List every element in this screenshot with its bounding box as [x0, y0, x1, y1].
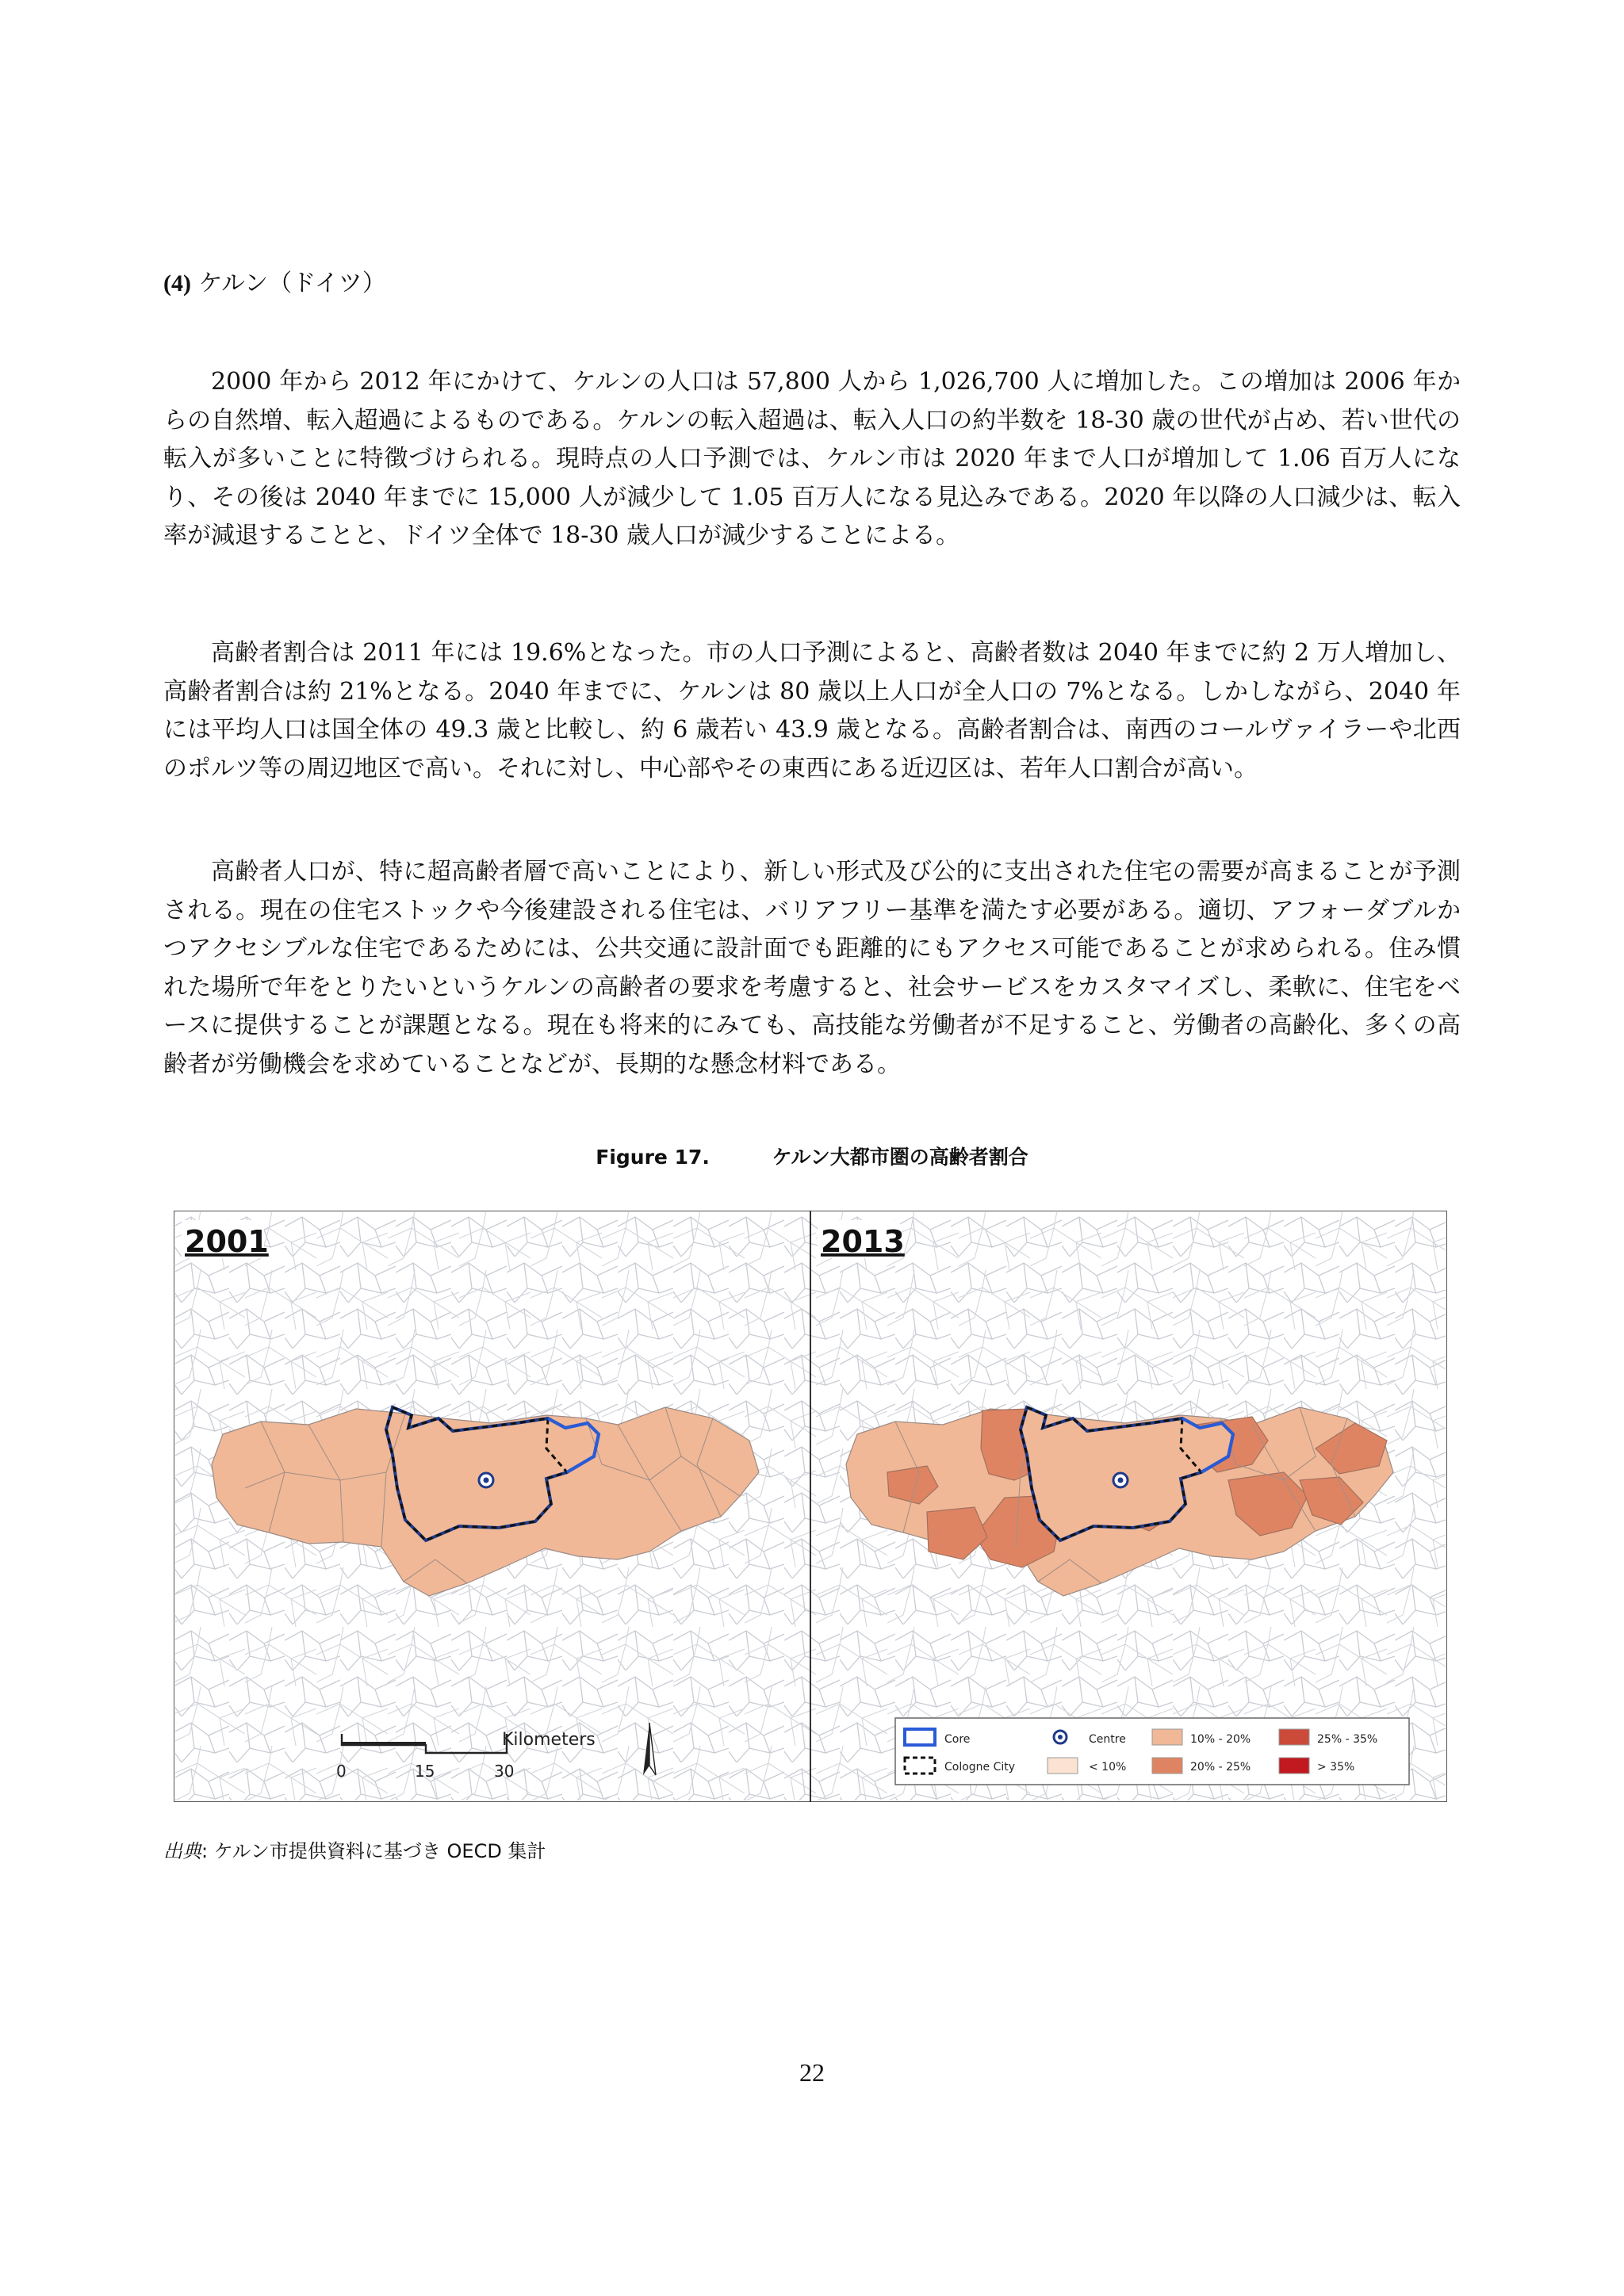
- figure-caption: [0, 1142, 1624, 1170]
- figure-label: Figure 17.: [596, 1146, 710, 1169]
- legend-class-gt35: > 35%: [1317, 1761, 1355, 1774]
- legend-city: Cologne City: [944, 1761, 1016, 1774]
- source-note: [163, 1839, 546, 1863]
- source-label: 出典: [163, 1840, 201, 1862]
- scale-tick-15: 15: [415, 1762, 435, 1781]
- legend-class-20-25: 20% - 25%: [1190, 1761, 1251, 1774]
- section-heading: [163, 268, 386, 300]
- section-title: ケルン（ドイツ）: [198, 270, 386, 297]
- paragraph: 高齢者人口が、特に超高齢者層で高いことにより、新しい形式及び公的に支出された住宅の需要が高まることが予測される。現在の住宅ストックや今後建設される住宅は、バリアフリー基準を満たす必要がある。適切、アフォーダブルかつアクセシブルな住宅であるためには、公共交通に設計面でも距離的にもアクセス可能であることが求められる。住み慣れた場所で年をとりたいというケルンの高齢者の要求を考慮すると、社会サービスをカスタマイズし、柔軟に、住宅をベースに提供することが課題となる。現在も将来的にみても、高技能な労働者が不足すること、労働者の高齢化、多くの高齢者が労働機会を求めていることなどが、長期的な懸念材料である。: [163, 858, 1461, 1078]
- scale-unit: Kilometers: [502, 1730, 596, 1750]
- map-legend: [895, 1718, 1409, 1785]
- scale-tick-30: 30: [494, 1762, 515, 1781]
- legend-class-10-20: 10% - 20%: [1190, 1733, 1251, 1746]
- page-number: 22: [799, 2058, 825, 2087]
- legend-class-25-35: 25% - 35%: [1317, 1733, 1378, 1746]
- year-label-2013: 2013: [821, 1224, 905, 1259]
- paragraph: 高齢者割合は 2011 年には 19.6%となった。市の人口予測によると、高齢者数は 2040 年までに約 2 万人増加し、高齢者割合は約 21%となる。2040 年までに、ケルンは 80 歳以上人口が全人口の 7%となる。しかしながら、2040 年には平均人口は国全体の 49.3 歳と比較し、約 6 歳若い 43.9 歳となる。高齢者割合は、南西のコールヴァイラーや北西のポルツ等の周辺地区で高い。それに対し、中心部やその東西にある近辺区は、若年人口割合が高い。: [163, 639, 1461, 783]
- map-2001: [175, 1212, 810, 1800]
- scale-tick-0: 0: [336, 1762, 347, 1781]
- legend-core: Core: [944, 1733, 971, 1746]
- figure-title: ケルン大都市圏の高齢者割合: [772, 1146, 1028, 1169]
- section-number: (4): [163, 270, 191, 297]
- map-2013: [811, 1212, 1446, 1800]
- source-text: : ケルン市提供資料に基づき OECD 集計: [201, 1840, 546, 1862]
- figure-maps: [174, 1211, 1447, 1802]
- legend-centre: Centre: [1089, 1733, 1126, 1746]
- year-label-2001: 2001: [185, 1224, 269, 1259]
- legend-class-lt10: < 10%: [1089, 1761, 1127, 1774]
- paragraph: 2000 年から 2012 年にかけて、ケルンの人口は 57,800 人から 1,026,700 人に増加した。この増加は 2006 年からの自然増、転入超過によるものである。ケルンの転入超過は、転入人口の約半数を 18‐30 歳の世代が占め、若い世代の転入が多いことに特徴づけられる。現時点の人口予測では、ケルン市は 2020 年まで人口が増加して 1.06 百万人になり、その後は 2040 年までに 15,000 人が減少して 1.05 百万人になる見込みである。2020 年以降の人口減少は、転入率が減退することと、ドイツ全体で 18-30 歳人口が減少することによる。: [163, 368, 1461, 549]
